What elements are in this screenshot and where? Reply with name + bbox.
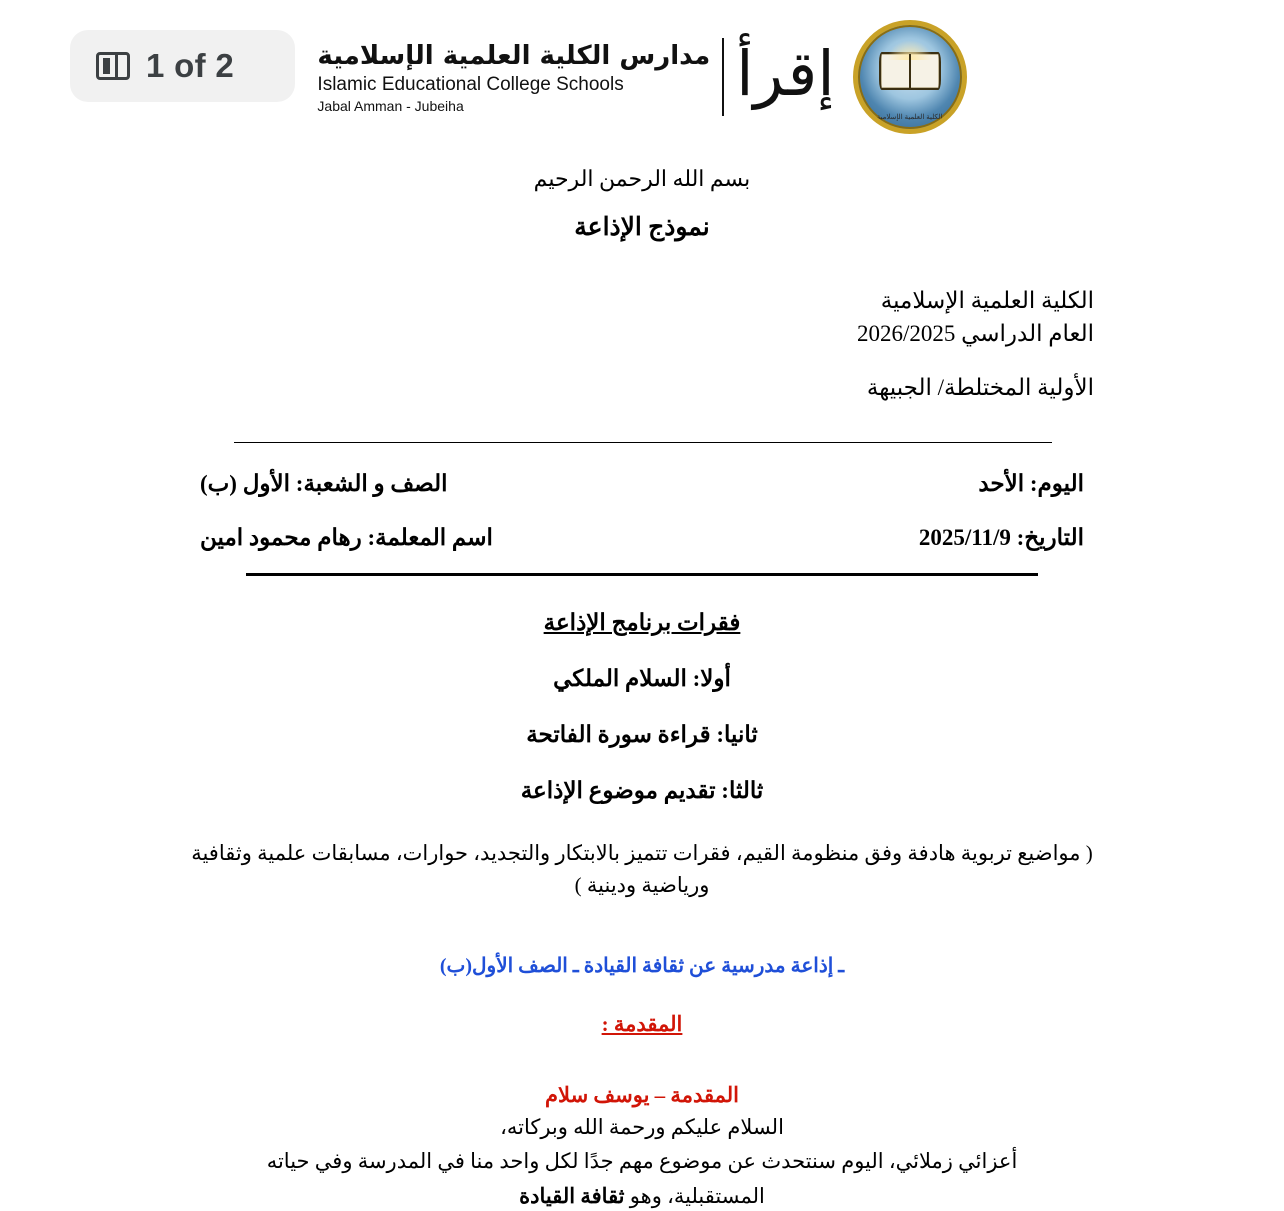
calligraphy-logo-icon: إقرأ [736, 37, 835, 110]
school-wordmark [317, 38, 834, 116]
basmala-line: بسم الله الرحمن الرحيم [533, 166, 751, 191]
academic-year-value: 2026/2025 [856, 321, 956, 347]
wordmark-divider [722, 38, 724, 116]
program-item-3: ثالثا: تقديم موضوع الإذاعة [520, 778, 764, 804]
class-field: الصف و الشعبة: الأول (ب) [200, 471, 448, 497]
divider-thick [246, 573, 1038, 576]
day-field: اليوم: الأحد [978, 471, 1084, 497]
school-name-english: Islamic Educational College Schools [317, 73, 624, 95]
school-names [317, 41, 710, 114]
page-indicator-badge[interactable] [70, 30, 295, 102]
speech-line-3 [190, 1181, 1094, 1211]
page-indicator-label: 1 of 2 [146, 47, 234, 84]
program-note: ( مواضيع تربوية هادفة وفق منظومة القيم، فقرات تتميز بالابتكار والتجديد، حوارات، مسابقات علمية وثقافية ورياضية ودينية ) [191, 841, 1093, 897]
pages-panel-icon[interactable] [96, 52, 130, 80]
speech-line-1: السلام عليكم ورحمة الله وبركاته، [500, 1115, 784, 1140]
class-info-row [190, 471, 1094, 497]
letterhead [190, 18, 1094, 136]
teacher-info-row [190, 525, 1094, 551]
teacher-field: اسم المعلمة: رهام محمود امين [200, 525, 493, 551]
date-field: التاريخ: 2025/11/9 [918, 525, 1084, 551]
speech-line-3-bold: ثقافة القيادة [519, 1183, 625, 1208]
crest-caption: الكلية العلمية الإسلامية [876, 114, 943, 121]
speaker-name: المقدمة – يوسف سلام [545, 1083, 739, 1108]
document-title: نموذج الإذاعة [574, 214, 710, 241]
intro-heading: المقدمة : [601, 1012, 683, 1037]
school-name-arabic: مدارس الكلية العلمية الإسلامية [317, 40, 711, 71]
school-info-block [190, 284, 1094, 404]
topic-line: ـ إذاعة مدرسية عن ثقافة القيادة ـ الصف الأول(ب) [439, 955, 845, 978]
academic-year-label: العام الدراسي [961, 321, 1094, 347]
speech-line-2: أعزائي زملائي، اليوم سنتحدث عن موضوع مهم جدًا لكل واحد منا في المدرسة وفي حياته [266, 1149, 1018, 1174]
school-name: الكلية العلمية الإسلامية [880, 288, 1094, 313]
program-item-1: أولا: السلام الملكي [553, 666, 731, 692]
crest-rays [887, 40, 933, 60]
divider-thin [234, 442, 1052, 443]
speech-line-3-prefix: المستقبلية، وهو [624, 1183, 765, 1208]
school-name-branch: Jabal Amman - Jubeiha [317, 97, 464, 114]
program-item-2: ثانيا: قراءة سورة الفاتحة [526, 722, 758, 748]
program-heading: فقرات برنامج الإذاعة [543, 610, 741, 636]
school-branch: الأولية المختلطة/ الجبيهة [866, 374, 1094, 400]
academic-year [190, 317, 1094, 350]
school-crest-icon [853, 20, 967, 134]
